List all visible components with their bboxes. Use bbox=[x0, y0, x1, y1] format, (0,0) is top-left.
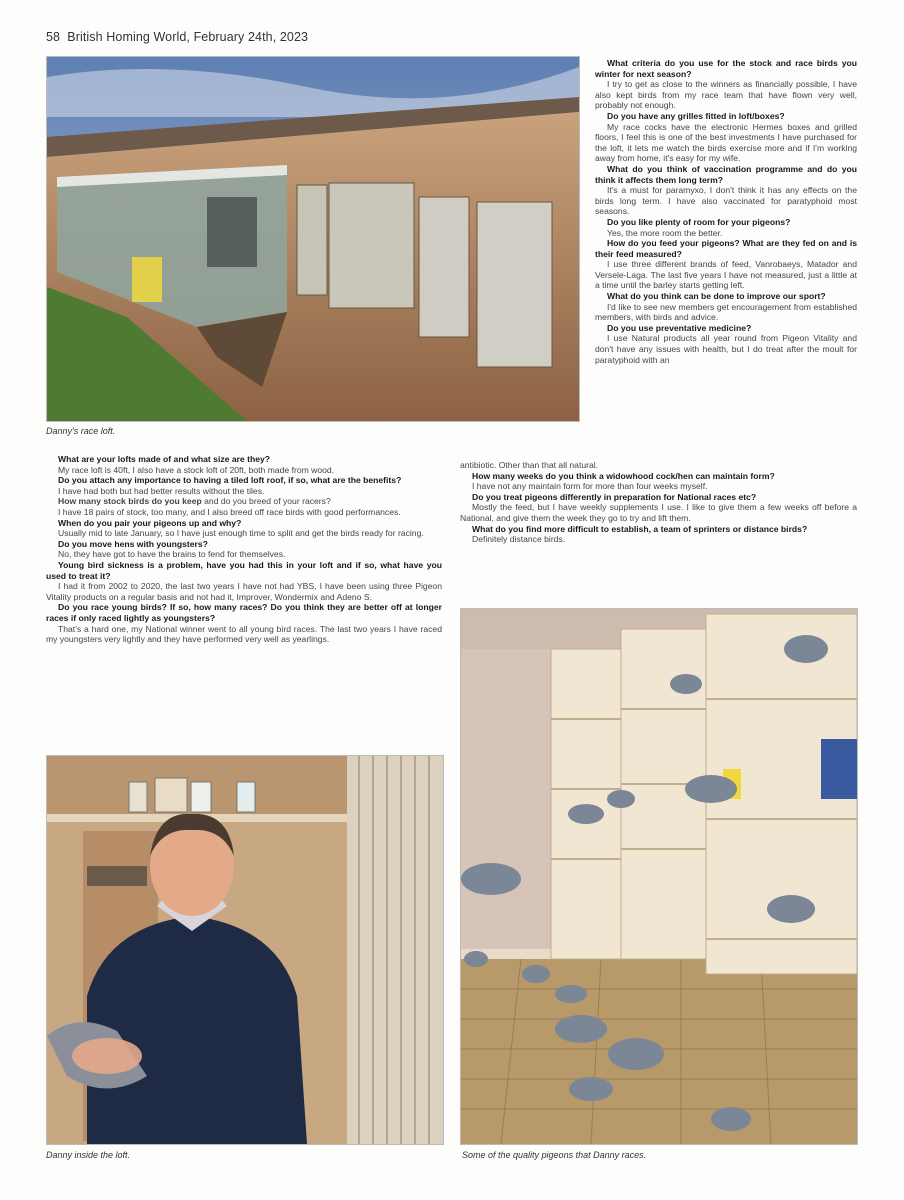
left-answer-1: My race loft is 40ft, I also have a stock loft of 20ft, both made from wood. bbox=[58, 464, 335, 475]
right-question-5: How do you feed your pigeons? What are they fed on and is their feed measured? bbox=[595, 238, 857, 259]
right-question-4: Do you like plenty of room for your pigeons? bbox=[607, 216, 791, 227]
left-question-4: When do you pair your pigeons up and why? bbox=[58, 517, 242, 528]
right-question-6: What do you think can be done to improve our sport? bbox=[607, 291, 826, 302]
pigeons-photo bbox=[460, 608, 858, 1145]
right-answer-6: I'd like to see new members get encouragement from established members, with birds and advice. bbox=[595, 301, 857, 323]
left-answer-3: I have 18 pairs of stock, too many, and I also breed off race birds with good performances. bbox=[58, 506, 401, 517]
left-question-5: Do you move hens with youngsters? bbox=[58, 538, 208, 549]
right-answer-1: I try to get as close to the winners as financially possible, I have also kept birds from my race team that have flown very well, probably not enough. bbox=[595, 79, 857, 111]
right-answer-5: I use three different brands of feed, Vanrobaeys, Matador and Versele-Laga. The last five years I have not measured, just a little at a time until the barley starts getting left. bbox=[595, 259, 857, 291]
left-question-3: How many stock birds do you keep bbox=[58, 496, 202, 507]
continuation-tail: antibiotic. Other than that all natural. bbox=[460, 460, 599, 470]
cont-answer-2: Mostly the feed, but I have weekly supplements I use. I like to give them a few weeks off before a National, and give them the week they go to try and lift them. bbox=[460, 502, 857, 523]
left-question-3-tail: and do you breed of your racers? bbox=[201, 496, 331, 507]
right-question-7: Do you use preventative medicine? bbox=[607, 322, 752, 333]
cont-answer-3: Definitely distance birds. bbox=[472, 534, 566, 545]
right-answer-4: Yes, the more room the better. bbox=[607, 227, 723, 238]
cont-question-3: What do you find more difficult to establish, a team of sprinters or distance birds? bbox=[472, 523, 808, 534]
cont-question-1: How many weeks do you think a widowhood cock/hen can maintain form? bbox=[472, 470, 775, 481]
page-header bbox=[46, 30, 308, 44]
right-column bbox=[595, 58, 857, 365]
race-loft-caption: Danny's race loft. bbox=[46, 426, 116, 436]
cont-answer-1: I have not any maintain form for more than four weeks myself. bbox=[472, 481, 708, 492]
pigeons-image bbox=[461, 609, 857, 1144]
left-question-6: Young bird sickness is a problem, have you had this in your loft and if so, what have you used to treat it? bbox=[46, 559, 442, 581]
cont-question-2: Do you treat pigeons differently in preparation for National races etc? bbox=[472, 491, 757, 502]
left-answer-5: No, they have got to have the brains to fend for themselves. bbox=[58, 549, 286, 560]
right-answer-3: It's a must for paramyxo, I don't think it has any effects on the birds long term. I have also vaccinated for paratyphoid most seasons. bbox=[595, 185, 857, 217]
left-answer-6: I had it from 2002 to 2020, the last two years I have not had YBS, I have been using three Pigeon Vitality products on a regular basis and not had it, Improver, Wondermix and Adeno S. bbox=[46, 581, 442, 602]
danny-inside-caption: Danny inside the loft. bbox=[46, 1150, 131, 1160]
right-question-1: What criteria do you use for the stock and race birds you winter for next season? bbox=[595, 58, 857, 79]
left-question-2: Do you attach any importance to having a tiled loft roof, if so, what are the benefits? bbox=[58, 475, 402, 486]
left-answer-7: That's a hard one, my National winner went to all young bird races. The last two years I have raced my youngsters very lightly and they have performed very well as yearlings. bbox=[46, 623, 442, 645]
left-answer-4: Usually mid to late January, so I have just enough time to split and get the birds ready for racing. bbox=[58, 528, 424, 539]
left-question-1: What are your lofts made of and what size are they? bbox=[58, 454, 271, 464]
right-question-2: Do you have any grilles fitted in loft/boxes? bbox=[607, 110, 785, 121]
left-answer-2: I have had both but had better results without the tiles. bbox=[58, 485, 265, 496]
right-answer-7: I use Natural products all year round from Pigeon Vitality and don't have any issues with health, but I do treat after the moult for paratyphoid with an bbox=[595, 333, 857, 365]
danny-inside-image bbox=[47, 756, 443, 1144]
right-answer-2: My race cocks have the electronic Hermes boxes and grilled floors, I feel this is one of the best investments I have purchased for the loft, it lets me watch the birds exercise more and if I'm working away from home, it's easy for my wife. bbox=[595, 121, 857, 164]
continuation-block bbox=[460, 460, 857, 545]
race-loft-image bbox=[47, 57, 579, 421]
page-number: 58 bbox=[46, 30, 61, 44]
left-column bbox=[46, 454, 442, 645]
left-question-3-line bbox=[46, 496, 442, 507]
right-question-3: What do you think of vaccination programme and do you think it affects them long term? bbox=[595, 163, 857, 185]
danny-inside-photo bbox=[46, 755, 444, 1145]
left-question-7: Do you race young birds? If so, how many races? Do you think they are better off at longer races if only raced lightly as youngsters? bbox=[46, 602, 442, 623]
publication-line: British Homing World, February 24th, 2023 bbox=[67, 30, 309, 44]
pigeons-caption: Some of the quality pigeons that Danny races. bbox=[462, 1150, 647, 1160]
race-loft-photo bbox=[46, 56, 580, 422]
